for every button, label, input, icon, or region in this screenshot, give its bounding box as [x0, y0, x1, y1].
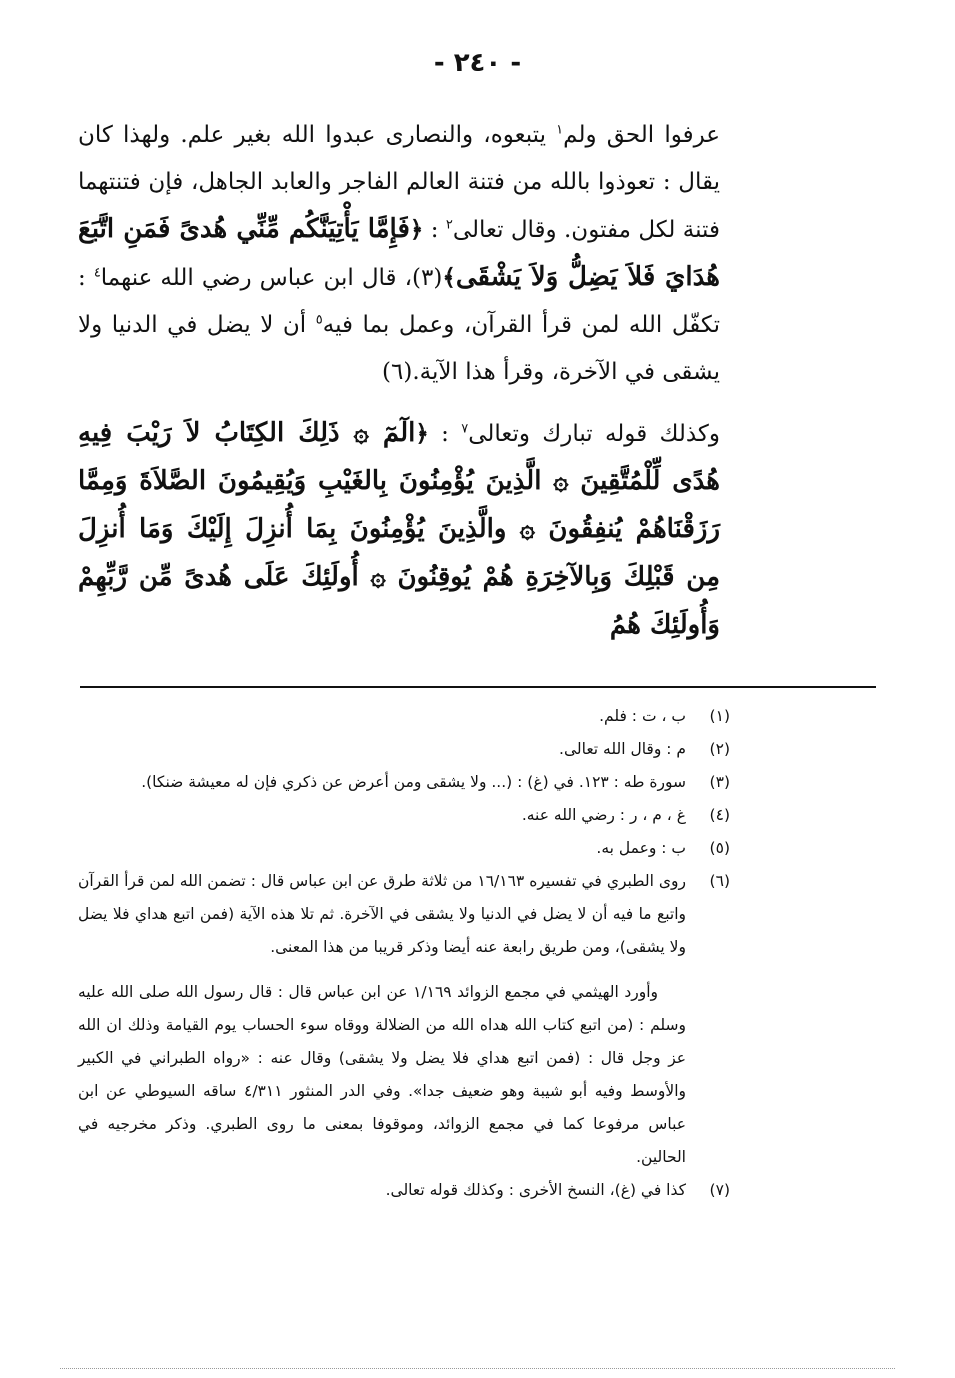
footnote-text: ب : وعمل به. [596, 839, 686, 857]
text-run: يتبعوه، والنصارى عبدوا الله بغير علم. ولهذا كان يقال : تعوذوا بالله من فتنة العالم الفاجر والعابد الجاهل، فإن فتنتهما فتنة لكل مفتون. وقال تعالى [78, 122, 720, 243]
scan-edge-line [60, 1368, 895, 1369]
footnote-ref-7: ٧ [461, 421, 469, 437]
footnote-ref-4: ٤ [93, 265, 101, 281]
footnote [78, 799, 730, 832]
text-run: وكذلك قوله تبارك وتعالى [468, 421, 720, 447]
quran-verse: الٓمٓ ۞ ذَلِكَ الكِتَابُ لاَ رَيْبَ فِيهِ هُدًى لِّلْمُتَّقِينَ ۞ الَّذِينَ يُؤْمِنُونَ بِالغَيْبِ وَيُقِيمُونَ الصَّلاَةَ وَمِمَّا رَزَقْنَاهُمْ يُنفِقُونَ ۞ والَّذِينَ يُؤْمِنُونَ بِمَا أُنزِلَ إِلَيْكَ وَمَا أُنزِلَ مِن قَبْلِكَ وَبِالآخِرَةِ هُمْ يُوقِنُونَ ۞ أُولَئِكَ عَلَى هُدىً مِّن رَّبِّهِمْ وَأُولَئِكَ هُمُ [78, 418, 720, 640]
footnote-ref-5: ٥ [315, 312, 323, 328]
footnote-number: (١) [709, 707, 730, 725]
quran-open-bracket: ﴿ [415, 420, 429, 447]
footnote [78, 1174, 730, 1207]
quran-verse: فَإِمَّا يَأْتِيَنَّكُم مِّنِّي هُدىً فَمَنِ اتَّبَعَ هُدَايَ فَلاَ يَضِلُّ وَلاَ يَشْقَى [78, 214, 720, 292]
footnote-separator [80, 686, 876, 688]
footnote-text: م : وقال الله تعالى. [559, 740, 686, 758]
footnote [78, 700, 730, 733]
footnote-text: سورة طه : ١٢٣. في (غ) : (... ولا يشقى ومن أعرض عن ذكري فإن له معيشة ضنكا). [141, 773, 686, 791]
text-run: عرفوا الحق ولم [563, 122, 720, 148]
quran-open-bracket: ﴿ [409, 216, 424, 243]
main-text [78, 112, 720, 650]
footnote-number: (٥) [709, 839, 730, 857]
paragraph-1 [78, 112, 720, 396]
footnote-number: (٣) [709, 773, 730, 791]
footnote [78, 832, 730, 865]
footnote-number: (٦) [709, 872, 730, 890]
footnote [78, 766, 730, 799]
paragraph-2 [78, 410, 720, 650]
footnote-number: (٤) [709, 806, 730, 824]
footnote [78, 865, 730, 964]
page-number: - ٢٤٠ - [433, 48, 522, 78]
footnote-number: (٧) [709, 1181, 730, 1199]
footnote-number: (٢) [709, 740, 730, 758]
footnote-text: كذا في (غ)، النسخ الأخرى : وكذلك قوله تعالى. [385, 1181, 686, 1199]
text-run: : [423, 217, 446, 243]
text-run: : تكفّل الله لمن قرأ القرآن، وعمل بما فيه [78, 265, 720, 338]
footnotes [78, 700, 730, 1207]
footnote-ref-2: ٢ [445, 217, 453, 233]
footnote [78, 733, 730, 766]
footnote-ref-1: ١ [556, 122, 564, 138]
footnote-text: ب ، ت : فلم. [599, 707, 686, 725]
text-run: : [428, 421, 462, 447]
text-run: أن لا يضل في الدنيا ولا يشقى في الآخرة، وقرأ هذا الآية.(٦) [78, 312, 720, 385]
text-run: (٣)، قال ابن عباس رضي الله عنهما [100, 265, 443, 291]
footnote-text: غ ، م ، ر : رضي الله عنه. [521, 806, 686, 824]
footnote-text: روى الطبري في تفسيره ١٦/١٦٣ من ثلاثة طرق عن ابن عباس قال : تضمن الله لمن قرأ القرآن واتبع ما فيه أن لا يضل في الدنيا ولا يشقى في الآخرة. ثم تلا هذه الآية (فمن اتبع هداي فلا يضل ولا يشقى)، ومن طريق رابعة عنه أيضا وذكر قريبا من هذا المعنى. [78, 872, 686, 956]
footnote-continuation: وأورد الهيثمي في مجمع الزوائد ١/١٦٩ عن ابن عباس قال : قال رسول الله صلى الله عليه وسلم : (من اتبع كتاب الله هداه الله من الضلالة ووقاه سوء الحساب يوم القيامة وذلك ان الله عز وجل قال : (فمن اتبع هداي فلا يضل ولا يشقى) وقال عنه : «رواه الطبراني في الكبير والأوسط وفيه أبو شيبة وهو ضعيف جدا». وفي الدر المنثور ٤/٣١١ ساقه السيوطي عن ابن عباس مرفوعا كما في مجمع الزوائد، وموقوفا بمعنى ما روى الطبري. وذكر مخرجيه في الحالين. [78, 983, 687, 1166]
quran-close-bracket: ﴾ [442, 264, 456, 291]
